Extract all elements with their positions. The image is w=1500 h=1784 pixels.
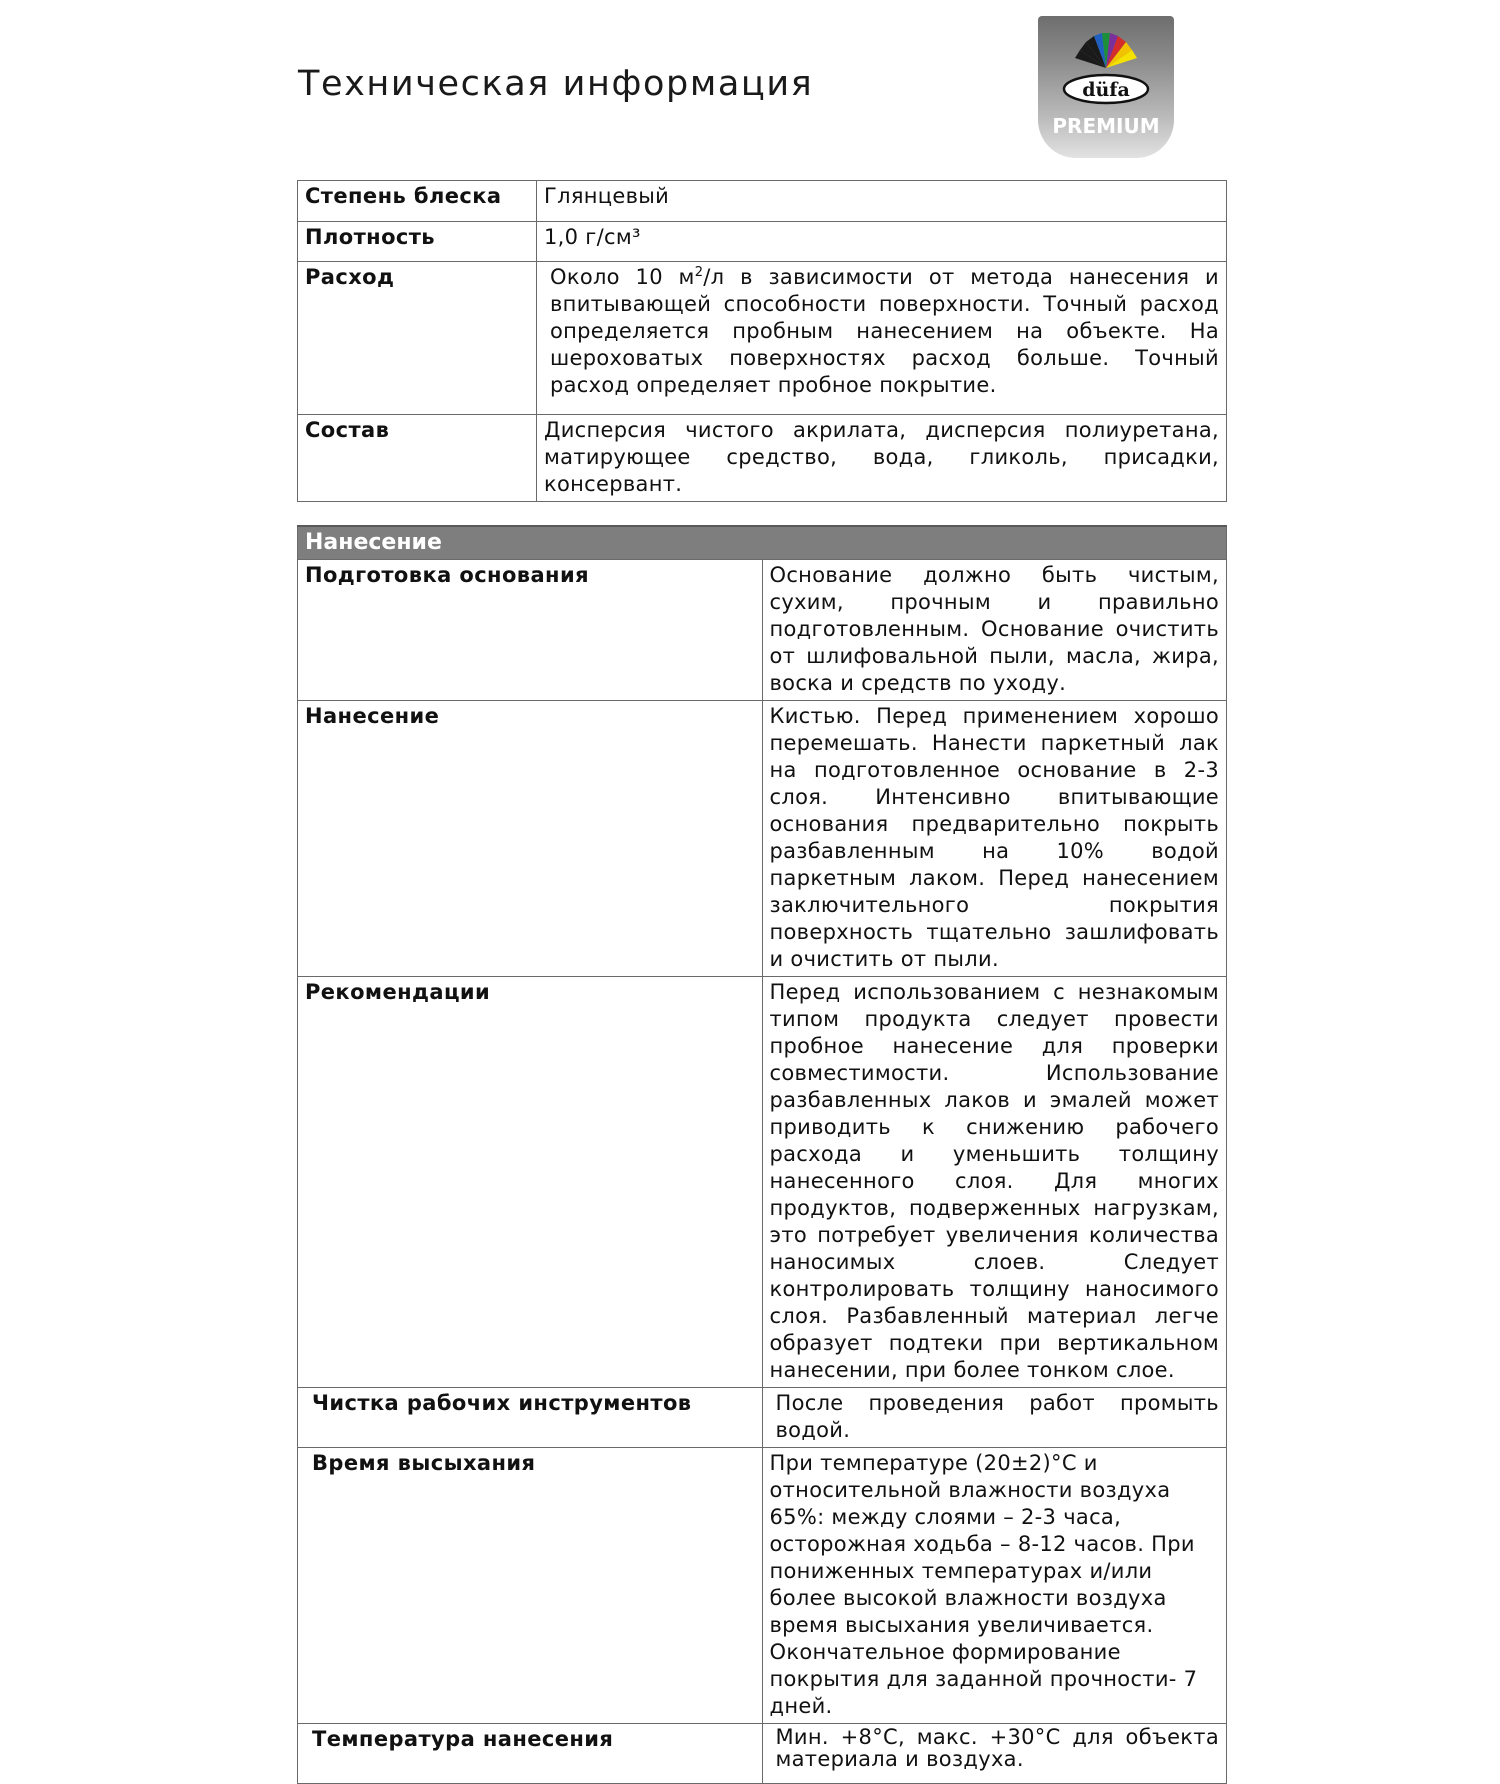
row-value: Перед использованием с незнакомым типом продукта следует провести пробное нанесение для проверки совместимости. Использование разбавленных лаков и эмалей может приводить к снижению рабочего расхода и уменьшить толщину нанесенного слоя. Для многих продуктов, подверженных нагрузкам, это потребует увеличения количества наносимых слоев. Следует контролировать толщину наносимого слоя. Разбавленный материал легче образует подтеки при вертикальном нанесении, при более тонком слое. (762, 977, 1227, 1388)
logo-tier-text: PREMIUM (1052, 114, 1160, 138)
row-label: Чистка рабочих инструментов (298, 1388, 763, 1448)
row-label: Расход (298, 262, 537, 415)
table-row (298, 415, 1227, 502)
row-label: Время высыхания (298, 1448, 763, 1724)
table-row (298, 181, 1227, 222)
section-header (298, 526, 1227, 560)
table-row (298, 1448, 1227, 1724)
row-label: Нанесение (298, 701, 763, 977)
brand-logo (1038, 16, 1174, 158)
row-value: 1,0 г/см³ (537, 222, 1227, 262)
dufa-premium-logo-icon (1038, 16, 1174, 158)
table-row (298, 222, 1227, 262)
table-row (298, 1724, 1227, 1784)
row-value: Основание должно быть чистым, сухим, прочным и правильно подготовленным. Основание очистить от шлифовальной пыли, масла, жира, воска и средств по уходу. (762, 560, 1227, 701)
table-row (298, 262, 1227, 415)
page-title: Техническая информация (298, 64, 814, 104)
row-label: Степень блеска (298, 181, 537, 222)
table-row (298, 1388, 1227, 1448)
row-value: Кистью. Перед применением хорошо перемешать. Нанести паркетный лак на подготовленное основание в 2-3 слоя. Интенсивно впитывающие основания предварительно покрыть разбавленным на 10% водой паркетным лаком. Перед нанесением заключительного покрытия поверхность тщательно зашлифовать и очистить от пыли. (762, 701, 1227, 977)
row-value: Дисперсия чистого акрилата, дисперсия полиуретана, матирующее средство, вода, гликоль, присадки, консервант. (537, 415, 1227, 502)
table-row (298, 701, 1227, 977)
section-title: Нанесение (298, 526, 1227, 560)
table-row (298, 977, 1227, 1388)
row-value: Около 10 $м^2/л$ в зависимости от метода нанесения и впитывающей способности поверхности. Точный расход определяется пробным нанесением на объекте. На шероховатых поверхностях расход больше. Точный расход определяет пробное покрытие. (537, 262, 1227, 415)
row-value: Мин. +8°С, макс. +30°С для объекта материала и воздуха. (762, 1724, 1227, 1784)
row-value: Глянцевый (537, 181, 1227, 222)
row-label: Рекомендации (298, 977, 763, 1388)
logo-brand-text: düfa (1082, 79, 1130, 101)
row-value: После проведения работ промыть водой. (762, 1388, 1227, 1448)
row-label: Состав (298, 415, 537, 502)
properties-table (297, 180, 1227, 502)
application-table (297, 525, 1227, 1784)
row-label: Плотность (298, 222, 537, 262)
row-value: При температуре (20±2)°С и относительной влажности воздуха 65%: между слоями – 2-3 часа, осторожная ходьба – 8-12 часов. При пониженных температурах и/или более высокой влажности воздуха время высыхания увеличивается. Окончательное формирование покрытия для заданной прочности- 7 дней. (762, 1448, 1227, 1724)
row-label: Подготовка основания (298, 560, 763, 701)
table-row (298, 560, 1227, 701)
row-label: Температура нанесения (298, 1724, 763, 1784)
